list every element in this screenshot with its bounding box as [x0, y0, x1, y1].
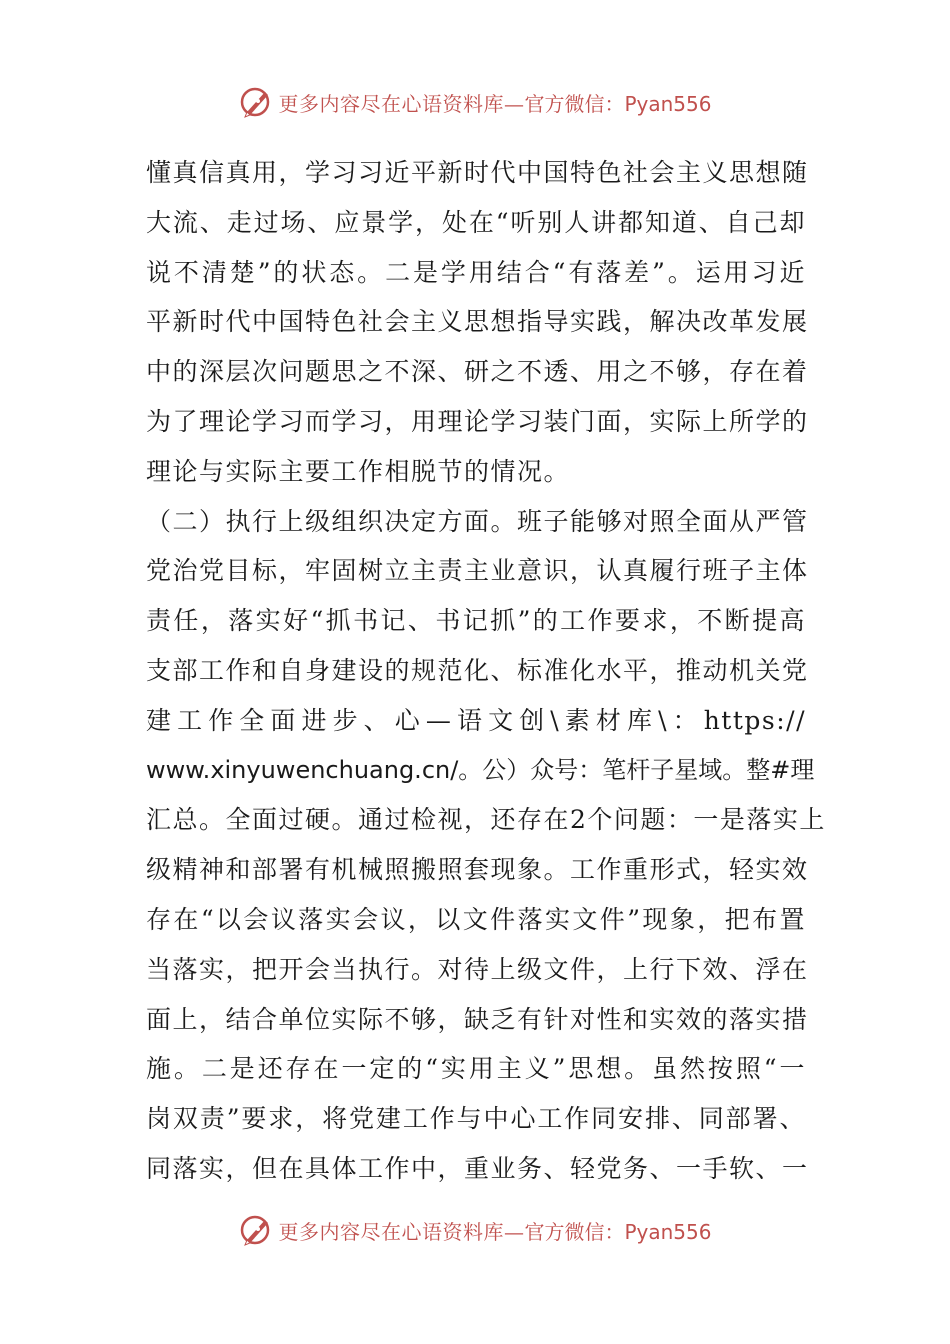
- text-line: 说不清楚”的状态。二是学用结合“有落差”。运用习近: [146, 257, 806, 287]
- pen-logo-icon: [238, 84, 274, 120]
- text-line: 同落实，但在具体工作中，重业务、轻党务、一手软、一: [146, 1153, 809, 1183]
- header-banner: [0, 82, 950, 122]
- header-banner-text: 更多内容尽在心语资料库—: [278, 91, 525, 116]
- text-line: 中的深层次问题思之不深、研之不透、用之不够，存在着: [146, 357, 809, 387]
- text-line: 平新时代中国特色社会主义思想指导实践，解决改革发展: [146, 307, 809, 337]
- text-line: www.xinyuwenchuang.cn/。公）众号：笔杆子星域。整#理: [146, 755, 815, 784]
- text-line: 大流、走过场、应景学，处在“听别人讲都知道、自己却: [146, 207, 806, 237]
- text-line: 党治党目标，牢固树立主责主业意识，认真履行班子主体: [146, 556, 809, 586]
- text-line: 级精神和部署有机械照搬照套现象。工作重形式，轻实效: [146, 855, 809, 885]
- text-line: 理论与实际主要工作相脱节的情况。: [146, 456, 571, 486]
- pen-logo-icon: [238, 1212, 274, 1248]
- text-line: 支部工作和自身建设的规范化、标准化水平，推动机关党: [146, 655, 809, 685]
- text-line: 懂真信真用，学习习近平新时代中国特色社会主义思想随: [146, 158, 809, 187]
- text-line: 为了理论学习而学习，用理论学习装门面，实际上所学的: [146, 406, 809, 436]
- text-line: 面上，结合单位实际不够，缺乏有针对性和实效的落实措: [146, 1004, 809, 1034]
- text-line: 当落实，把开会当执行。对待上级文件，上行下效、浮在: [146, 954, 809, 984]
- header-wechat-text: 官方微信：Pyan556: [524, 91, 712, 116]
- text-line: 存在“以会议落实会议，以文件落实文件”现象，把布置: [146, 904, 806, 934]
- text-line: 责任，落实好“抓书记、书记抓”的工作要求，不断提高: [146, 606, 806, 636]
- text-line: 建工作全面进步、心—语文创\素材库\：https://: [146, 705, 806, 735]
- footer-wechat-text: 官方微信：Pyan556: [524, 1219, 712, 1244]
- text-line: 施。二是还存在一定的“实用主义”思想。虽然按照“一: [146, 1054, 806, 1084]
- footer-banner-text: 更多内容尽在心语资料库—: [278, 1219, 525, 1244]
- footer-banner: [0, 1210, 950, 1250]
- text-line: 汇总。全面过硬。通过检视，还存在2个问题：一是落实上: [146, 805, 826, 835]
- document-body: [146, 148, 826, 1194]
- text-line: （二）执行上级组织决定方面。班子能够对照全面从严管: [146, 506, 809, 536]
- text-line: 岗双责”要求，将党建工作与中心工作同安排、同部署、: [146, 1104, 806, 1134]
